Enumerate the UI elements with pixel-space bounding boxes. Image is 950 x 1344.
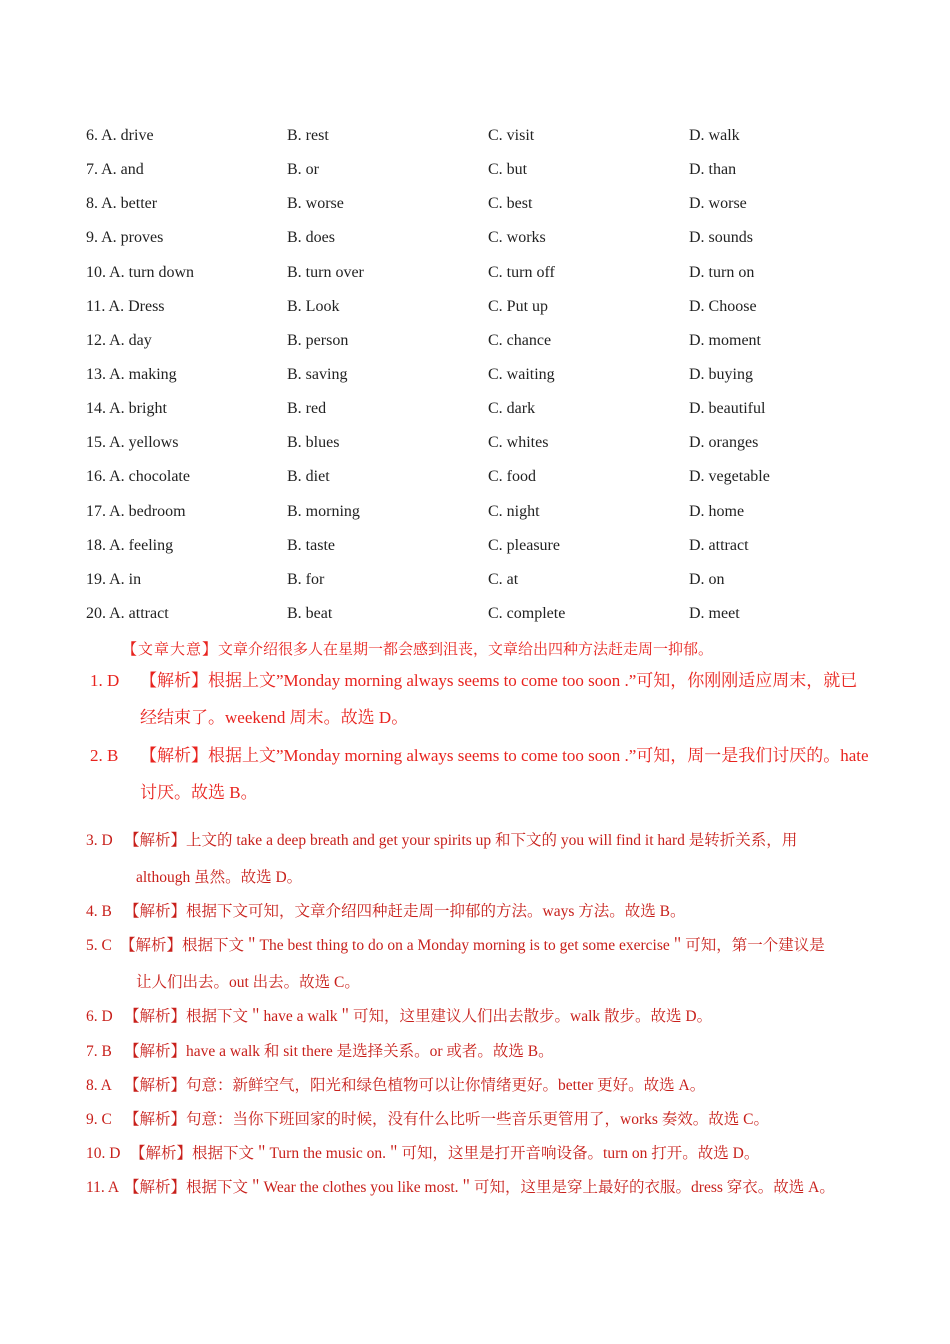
option-d: D. Choose [689,297,757,315]
option-d: D. moment [689,331,761,349]
option-row [86,331,886,365]
answer-number: 5. C [86,937,112,954]
option-d: D. oranges [689,434,759,452]
option-row [86,228,886,262]
option-b: B. person [287,331,349,349]
option-row [86,467,886,501]
answer-explanation: 【解析】根据上文”Monday morning always seems to come too soon .”可知，你刚刚适应周末，就已 [140,671,858,690]
answer-11 [86,1169,876,1206]
answer-explanation: 【解析】根据下文可知，文章介绍四种赶走周一抑郁的方法。ways 方法。故选 B。 [124,903,686,920]
option-b: B. diet [287,468,330,486]
option-c: C. complete [488,604,566,622]
option-a: 7. A. and [86,161,144,179]
option-row [86,160,886,194]
option-c: C. dark [488,400,536,418]
option-b: B. blues [287,434,340,452]
option-a: 11. A. Dress [86,297,165,315]
option-a: 10. A. turn down [86,263,194,281]
answer-explanation: 【解析】上文的 take a deep breath and get your spirits up 和下文的 you will find it hard 是转折关系，用 [124,832,798,849]
option-a: 8. A. better [86,195,158,213]
option-c: C. but [488,161,528,179]
option-c: C. whites [488,434,549,452]
option-b: B. morning [287,502,360,520]
option-a: 13. A. making [86,365,177,383]
options-table [86,126,886,638]
option-row [86,604,886,638]
answer-9 [86,1101,876,1138]
answer-number: 3. D [86,832,113,849]
option-d: D. than [689,161,737,179]
option-b: B. beat [287,604,333,622]
answer-number: 9. C [86,1111,112,1128]
option-c: C. visit [488,127,535,144]
option-a: 9. A. proves [86,229,164,247]
option-b: B. taste [287,536,335,554]
answer-number: 10. D [86,1145,121,1162]
answer-explanation-cont: although 虽然。故选 D。 [136,869,303,886]
option-a: 20. A. attract [86,604,169,622]
option-c: C. chance [488,331,552,349]
answer-number: 7. B [86,1043,112,1060]
option-b: B. turn over [287,263,364,281]
answer-5 [86,927,876,1001]
option-row [86,194,886,228]
answer-number: 4. B [86,903,112,920]
option-b: B. saving [287,365,348,383]
option-row [86,365,886,399]
option-b: B. worse [287,195,344,213]
answer-3 [86,822,876,896]
option-a: 15. A. yellows [86,434,179,452]
option-b: B. Look [287,297,340,315]
option-d: D. turn on [689,263,755,281]
option-b: B. red [287,400,327,418]
option-c: C. Put up [488,297,549,315]
answer-1 [90,662,880,736]
option-c: C. at [488,570,519,588]
answer-explanation: 【解析】句意：当你下班回家的时候，没有什么比听一些音乐更管用了，works 奏效。故选 C。 [124,1111,769,1128]
answer-number: 11. A [86,1179,120,1196]
summary-text: 文章介绍很多人在星期一都会感到沮丧，文章给出四种方法赶走周一抑郁。 [218,642,714,658]
answer-number: 2. B [90,746,119,765]
answer-6 [86,998,876,1035]
option-c: C. food [488,468,536,486]
option-c: C. pleasure [488,536,560,554]
answer-number: 6. D [86,1008,113,1025]
option-d: D. attract [689,536,749,554]
option-d: D. home [689,502,745,520]
option-a: 19. A. in [86,570,142,588]
option-row [86,263,886,297]
option-d: D. worse [689,195,747,213]
option-a: 6. A. drive [86,127,154,144]
answer-number: 8. A [86,1077,112,1094]
option-d: D. walk [689,127,740,144]
summary-label: 【文章大意】 [122,642,219,658]
answer-7 [86,1033,876,1070]
option-c: C. waiting [488,365,555,383]
answer-explanation: 【解析】根据下文＂have a walk＂可知，这里建议人们出去散步。walk 散步。故选 D。 [124,1008,713,1025]
answer-explanation: 【解析】have a walk 和 sit there 是选择关系。or 或者。故选 B。 [124,1043,554,1060]
answer-explanation-cont: 让人们出去。out 出去。故选 C。 [136,974,360,991]
option-a: 12. A. day [86,331,152,349]
option-d: D. beautiful [689,400,766,418]
option-a: 16. A. chocolate [86,468,190,486]
option-row [86,502,886,536]
option-d: D. sounds [689,229,754,247]
answer-2 [90,737,880,811]
answer-explanation: 【解析】根据下文＂Turn the music on.＂可知，这里是打开音响设备。turn on 打开。故选 D。 [130,1145,760,1162]
option-c: C. night [488,502,540,520]
option-b: B. does [287,229,335,247]
option-c: C. best [488,195,533,213]
option-row [86,570,886,604]
option-d: D. on [689,570,725,588]
option-b: B. for [287,570,325,588]
answer-explanation: 【解析】根据下文＂The best thing to do on a Monday morning is to get some exercise＂可知，第一个建议是 [120,937,825,954]
answer-4 [86,893,876,930]
answer-explanation: 【解析】根据上文”Monday morning always seems to come too soon .”可知，周一是我们讨厌的。hate [140,746,869,765]
option-c: C. works [488,229,546,247]
option-a: 18. A. feeling [86,536,174,554]
option-d: D. vegetable [689,468,770,486]
answer-explanation: 【解析】句意：新鲜空气，阳光和绿色植物可以让你情绪更好。better 更好。故选 A。 [124,1077,706,1094]
option-a: 17. A. bedroom [86,502,186,520]
answer-number: 1. D [90,671,120,690]
option-row [86,536,886,570]
option-b: B. rest [287,127,329,144]
option-a: 14. A. bright [86,400,167,418]
option-row [86,399,886,433]
option-row [86,297,886,331]
answer-explanation-cont: 经结束了。weekend 周末。故选 D。 [140,708,409,727]
answer-explanation: 【解析】根据下文＂Wear the clothes you like most.＂可知，这里是穿上最好的衣服。dress 穿衣。故选 A。 [124,1179,835,1196]
option-c: C. turn off [488,263,555,281]
answer-10 [86,1135,876,1172]
option-b: B. or [287,161,319,179]
answer-8 [86,1067,876,1104]
option-d: D. meet [689,604,740,622]
option-row [86,433,886,467]
option-row [86,126,886,160]
answer-explanation-cont: 讨厌。故选 B。 [140,783,258,802]
option-d: D. buying [689,365,753,383]
article-summary [122,638,713,659]
